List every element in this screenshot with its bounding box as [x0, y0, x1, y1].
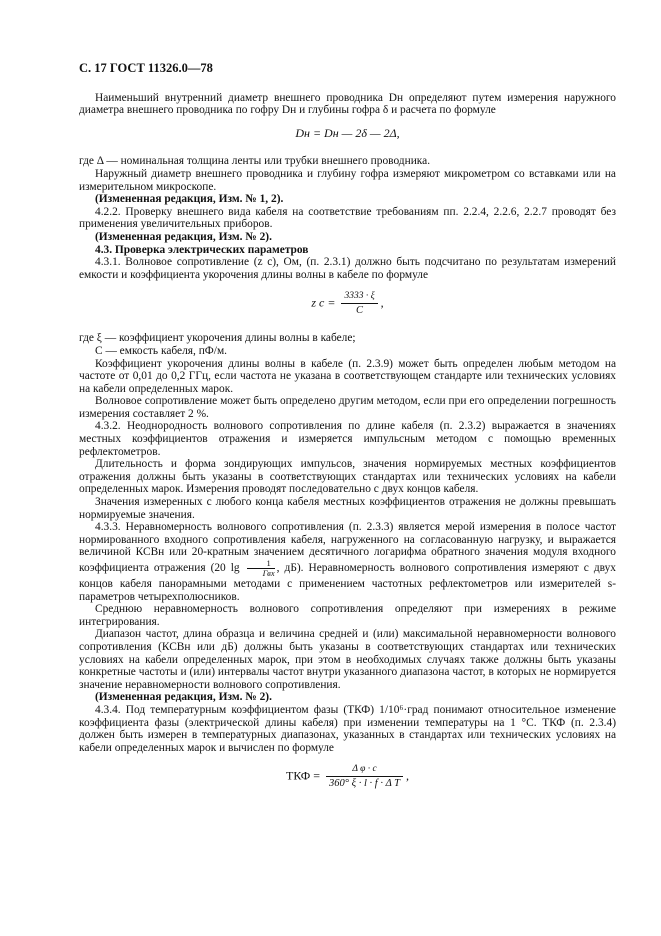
paragraph: Волновое сопротивление может быть определено другим методом, если при его определении погрешность измерения составляет 2 %.: [79, 395, 616, 420]
fraction-numerator: Δ φ · c: [326, 764, 403, 777]
formula-tail: ,: [380, 295, 384, 310]
paragraph: C — емкость кабеля, пФ/м.: [95, 344, 228, 357]
paragraph: 4.3.1. Волновое сопротивление (z с), Ом, (п. 2.3.1) должно быть подсчитано по результатам измерений емкости и коэффициента укорочения длины волны в кабеле по формуле: [79, 256, 616, 281]
fraction: [326, 764, 403, 789]
fraction: [341, 291, 377, 316]
inline-fraction: [247, 559, 275, 578]
section-heading: 4.3. Проверка электрических параметров: [95, 243, 309, 256]
inline-fraction-numerator: 1: [247, 559, 275, 569]
edit-note: (Измененная редакция, Изм. № 2).: [95, 691, 272, 704]
formula-diameter: Dн = Dн — 2δ — 2Δ,: [295, 125, 400, 140]
inline-fraction-denominator: Гвх: [262, 568, 275, 578]
edit-note: (Измененная редакция, Изм. № 2).: [95, 230, 272, 243]
formula-tkf: [79, 764, 616, 789]
edit-note: (Измененная редакция, Изм. № 1, 2).: [95, 193, 284, 206]
document-page: [79, 62, 616, 805]
paragraph-4-3-3: [79, 521, 616, 603]
fraction-denominator: C: [356, 305, 364, 317]
paragraph: Диапазон частот, длина образца и величина средней и (или) максимальной неравномерности волнового сопротивления (КСВн или дБ) должны быть указаны в соответствующих стандартах или технических условиях на кабели определенных марок, при этом в необходимых случаях также должны быть указаны конкретные частоты и (или) интервалы частот внутри указанного диапазона частот, в которых не нормируется значение неравномерности волнового сопротивления.: [79, 628, 616, 691]
paragraph: Среднюю неравномерность волнового сопротивления определяют при измерениях в режиме интегрирования.: [79, 603, 616, 628]
paragraph-text: 4.3.3. Неравномерность волнового сопротивления (п. 2.3.3) является мерой измерения в полосе частот нормированного входного сопротивления кабеля, нагруженного на согласованную нагрузку, и выражается величиной КСВн или 20-кратным значением десятичного логарифма обратного значения модуля входного коэффициента отражения (20 lg: [79, 521, 616, 575]
formula-tail: ,: [406, 768, 410, 783]
paragraph: 4.2.2. Проверку внешнего вида кабеля на соответствие требованиям пп. 2.2.4, 2.2.6, 2.2.7 проводят без применения увеличительных приборов.: [79, 205, 616, 231]
paragraph: где Δ — номинальная толщина ленты или трубки внешнего проводника.: [79, 155, 431, 168]
paragraph-text: , дБ). Неравномерность волнового сопротивления измеряют с двух концов кабеля панорамными методами с применением частотных рефлектометров или измерителей s-параметров четырехполюсников.: [79, 562, 617, 603]
paragraph: Длительность и форма зондирующих импульсов, значения нормируемых местных коэффициентов отражения должны быть указаны в соответствующих стандартах или технических условиях на кабели определенных марок. Измерения проводят последовательно с двух концов кабеля.: [79, 458, 616, 496]
paragraph: где ξ — коэффициент укорочения длины волны в кабеле;: [79, 332, 356, 345]
page-header: С. 17 ГОСТ 11326.0—78: [79, 61, 213, 75]
formula-impedance: [79, 291, 616, 316]
paragraph: 4.3.2. Неоднородность волнового сопротивления по длине кабеля (п. 2.3.2) выражается в значениях местных коэффициентов отражения и измеряется импульсным методом с помощью временных рефлектометров.: [79, 420, 616, 458]
formula-left: z с =: [311, 295, 336, 310]
paragraph: Коэффициент укорочения длины волны в кабеле (п. 2.3.9) может быть определен любым методом на частоте от 0,01 до 0,2 ГГц, если частота не указана в соответствующем стандарте или технических условиях на кабели определенных марок.: [79, 357, 616, 395]
fraction-denominator: 360° ξ · l · f · Δ T: [329, 778, 401, 790]
formula-left: ТКФ =: [285, 768, 321, 783]
paragraph: Значения измеренных с любого конца кабеля местных коэффициентов отражения не должны превышать нормируемые значения.: [79, 496, 616, 521]
fraction-numerator: 3333 · ξ: [341, 291, 377, 304]
paragraph: Наружный диаметр внешнего проводника и глубину гофра измеряют микрометром со вставками или на измерительном микроскопе.: [79, 167, 616, 193]
paragraph: Наименьший внутренний диаметр внешнего проводника Dн определяют путем измерения наружного диаметра внешнего проводника по гофру Dн и глубины гофра δ и расчета по формуле: [79, 91, 616, 117]
paragraph: 4.3.4. Под температурным коэффициентом фазы (ТКФ) 1/10⁶·град понимают относительное изменение коэффициента фазы (электрической длины кабеля) при изменении температуры на 1 °С. ТКФ (п. 2.3.4) должен быть измерен в температурных диапазонах, указанных в стандартах или технических условиях на кабели определенных марок и вычислен по формуле: [79, 703, 616, 754]
